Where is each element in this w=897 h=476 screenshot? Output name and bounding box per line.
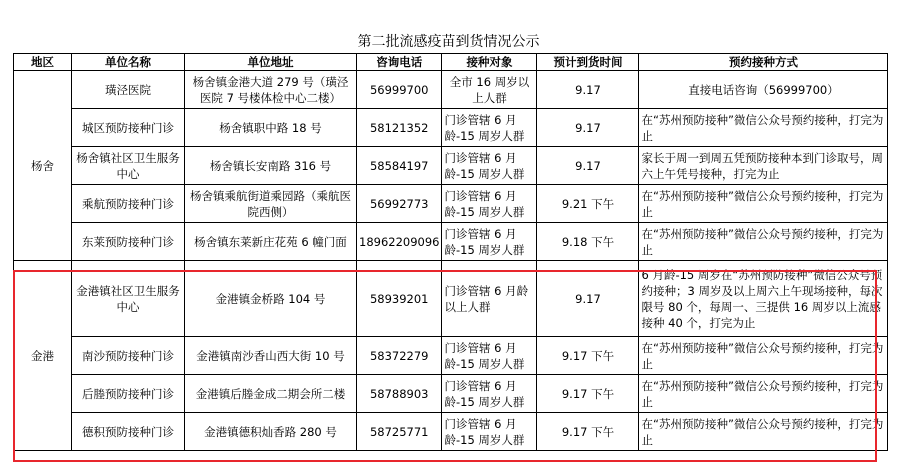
unit-name-cell: 金港镇社区卫生服务中心 bbox=[72, 261, 185, 337]
vaccine-table bbox=[13, 53, 888, 451]
method-cell: 家长于周一到周五凭预防接种本到门诊取号，周六上午凭号接种，打完为止 bbox=[639, 147, 888, 185]
target-cell: 门诊管辖 6 月龄-15 周岁人群 bbox=[442, 375, 537, 413]
header-target: 接种对象 bbox=[442, 54, 537, 71]
phone-cell: 58788903 bbox=[357, 375, 442, 413]
table-row bbox=[14, 223, 888, 261]
method-cell: 在“苏州预防接种”微信公众号预约接种，打完为止 bbox=[639, 337, 888, 375]
target-cell: 门诊管辖 6 月龄-15 周岁人群 bbox=[442, 147, 537, 185]
unit-name-cell: 城区预防接种门诊 bbox=[72, 109, 185, 147]
header-region: 地区 bbox=[14, 54, 72, 71]
document-title: 第二批流感疫苗到货情况公示 bbox=[357, 34, 540, 50]
header-unit-name: 单位名称 bbox=[72, 54, 185, 71]
method-cell: 6 月龄-15 周岁在“苏州预防接种”微信公众号预约接种；3 周岁及以上周六上午现场接种，每次限号 80 个，每周一、三提供 16 周岁以上流感接种 40 个，打完为止 bbox=[639, 261, 888, 337]
target-cell: 门诊管辖 6 月龄以上人群 bbox=[442, 261, 537, 337]
address-cell: 杨舍镇长安南路 316 号 bbox=[185, 147, 357, 185]
phone-cell: 58584197 bbox=[357, 147, 442, 185]
time-cell: 9.17 下午 bbox=[537, 337, 639, 375]
method-cell: 直接电话咨询（56999700） bbox=[639, 71, 888, 109]
phone-cell: 58372279 bbox=[357, 337, 442, 375]
address-cell: 金港镇德积灿香路 280 号 bbox=[185, 413, 357, 451]
unit-name-cell: 杨舍镇社区卫生服务中心 bbox=[72, 147, 185, 185]
unit-name-cell: 乘航预防接种门诊 bbox=[72, 185, 185, 223]
address-cell: 金港镇后塍金成二期会所二楼 bbox=[185, 375, 357, 413]
unit-name-cell: 东莱预防接种门诊 bbox=[72, 223, 185, 261]
address-cell: 金港镇金桥路 104 号 bbox=[185, 261, 357, 337]
header-arrival-time: 预计到货时间 bbox=[537, 54, 639, 71]
address-cell: 杨舍镇职中路 18 号 bbox=[185, 109, 357, 147]
phone-cell: 58121352 bbox=[357, 109, 442, 147]
phone-cell: 18962209096 bbox=[357, 223, 442, 261]
phone-cell: 56999700 bbox=[357, 71, 442, 109]
table-row bbox=[14, 109, 888, 147]
time-cell: 9.17 bbox=[537, 261, 639, 337]
address-cell: 杨舍镇乘航街道乘园路（乘航医院西侧） bbox=[185, 185, 357, 223]
phone-cell: 56992773 bbox=[357, 185, 442, 223]
unit-name-cell: 璜泾医院 bbox=[72, 71, 185, 109]
time-cell: 9.17 下午 bbox=[537, 375, 639, 413]
time-cell: 9.21 下午 bbox=[537, 185, 639, 223]
unit-name-cell: 德积预防接种门诊 bbox=[72, 413, 185, 451]
target-cell: 门诊管辖 6 月龄-15 周岁人群 bbox=[442, 109, 537, 147]
time-cell: 9.17 bbox=[537, 109, 639, 147]
address-cell: 金港镇南沙香山西大街 10 号 bbox=[185, 337, 357, 375]
method-cell: 在“苏州预防接种”微信公众号预约接种，打完为止 bbox=[639, 185, 888, 223]
method-cell: 在“苏州预防接种”微信公众号预约接种，打完为止 bbox=[639, 413, 888, 451]
header-address: 单位地址 bbox=[185, 54, 357, 71]
target-cell: 门诊管辖 6 月龄-15 周岁人群 bbox=[442, 185, 537, 223]
table-row bbox=[14, 71, 888, 109]
method-cell: 在“苏州预防接种”微信公众号预约接种，打完为止 bbox=[639, 375, 888, 413]
phone-cell: 58725771 bbox=[357, 413, 442, 451]
target-cell: 门诊管辖 6 月龄-15 周岁人群 bbox=[442, 337, 537, 375]
time-cell: 9.17 下午 bbox=[537, 413, 639, 451]
table-row bbox=[14, 375, 888, 413]
address-cell: 杨舍镇东莱新庄花苑 6 幢门面 bbox=[185, 223, 357, 261]
header-row bbox=[14, 54, 888, 71]
table-row bbox=[14, 413, 888, 451]
unit-name-cell: 后塍预防接种门诊 bbox=[72, 375, 185, 413]
method-cell: 在“苏州预防接种”微信公众号预约接种，打完为止 bbox=[639, 109, 888, 147]
header-booking-method: 预约接种方式 bbox=[639, 54, 888, 71]
phone-cell: 58939201 bbox=[357, 261, 442, 337]
region-cell: 杨舍 bbox=[14, 71, 72, 261]
unit-name-cell: 南沙预防接种门诊 bbox=[72, 337, 185, 375]
target-cell: 门诊管辖 6 月龄-15 周岁人群 bbox=[442, 413, 537, 451]
region-cell: 金港 bbox=[14, 261, 72, 451]
table-row bbox=[14, 147, 888, 185]
table-row bbox=[14, 185, 888, 223]
table-row bbox=[14, 261, 888, 337]
table-row bbox=[14, 337, 888, 375]
time-cell: 9.17 bbox=[537, 71, 639, 109]
header-phone: 咨询电话 bbox=[357, 54, 442, 71]
address-cell: 杨舍镇金港大道 279 号（璜泾医院 7 号楼体检中心二楼） bbox=[185, 71, 357, 109]
time-cell: 9.17 bbox=[537, 147, 639, 185]
method-cell: 在“苏州预防接种”微信公众号预约接种，打完为止 bbox=[639, 223, 888, 261]
target-cell: 全市 16 周岁以上人群 bbox=[442, 71, 537, 109]
target-cell: 门诊管辖 6 月龄-15 周岁人群 bbox=[442, 223, 537, 261]
time-cell: 9.18 下午 bbox=[537, 223, 639, 261]
